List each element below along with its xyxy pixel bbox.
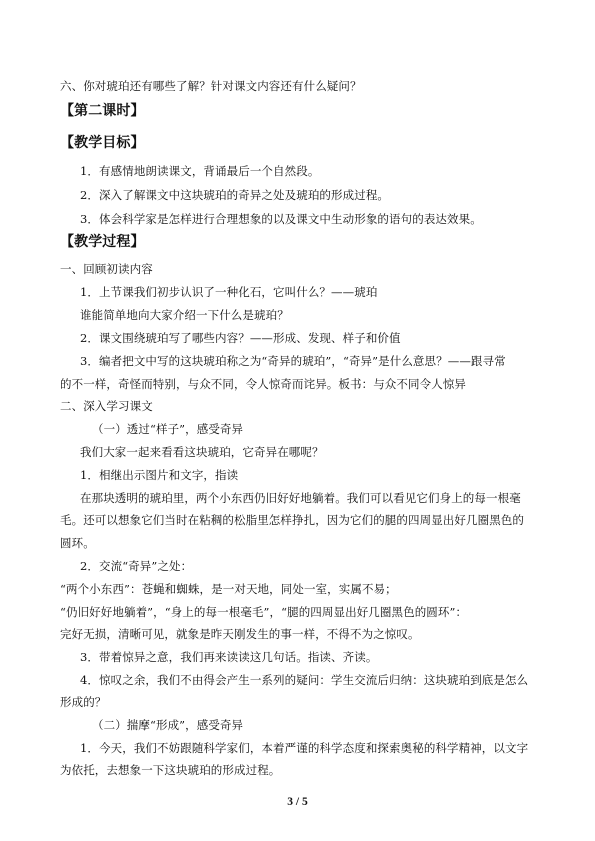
subsection-two-title: （二）揣摩“形成”，感受奇异: [92, 718, 244, 732]
goal-3: 3．体会科学家是怎样进行合理想象的以及课文中生动形象的语句的表达效果。: [80, 212, 482, 226]
section-one-title: 一、回顾初读内容: [60, 262, 153, 276]
heading-second-lesson: 【第二课时】: [60, 103, 145, 119]
quote-line: 圆环。: [60, 536, 95, 550]
goal-2: 2．深入了解课文中这块琥珀的奇异之处及琥珀的形成过程。: [80, 188, 390, 202]
paragraph-line: 4．惊叹之余，我们不由得会产生一系列的疑问：学生交流后归纳：这块琥珀到底是怎么: [80, 673, 529, 687]
paragraph-line: 谁能简单地向大家介绍一下什么是琥珀？: [80, 308, 289, 322]
paragraph-line: 为依托，去想象一下这块琥珀的形成过程。: [60, 763, 281, 777]
paragraph-line: 形成的？: [60, 695, 107, 709]
heading-teaching-process: 【教学过程】: [60, 234, 145, 250]
subsection-one-title: （一）透过“样子”，感受奇异: [92, 422, 244, 436]
paragraph-line: 完好无损，清晰可见，就象是昨天刚发生的事一样，不得不为之惊叹。: [60, 627, 420, 641]
quote-line: 毛。还可以想象它们当时在粘稠的松脂里怎样挣扎，因为它们的腿的四周显出好几圈黑色的: [60, 513, 524, 527]
paragraph-line: 1．相继出示图片和文字，指读: [80, 468, 239, 482]
paragraph-line: 1．今天，我们不妨跟随科学家们，本着严谨的科学态度和探索奥秘的科学精神，以文字: [80, 741, 529, 755]
paragraph-line: 2．课文围绕琥珀写了哪些内容？——形成、发现、样子和价值: [80, 331, 401, 345]
question-six: 六、你对琥珀还有哪些了解？针对课文内容还有什么疑问？: [60, 79, 362, 93]
paragraph-line: 1．上节课我们初步认识了一种化石，它叫什么？——琥珀: [80, 285, 378, 299]
paragraph-line: 3．带着惊异之意，我们再来读读这几句话。指读、齐读。: [80, 650, 378, 664]
heading-teaching-goals: 【教学目标】: [60, 135, 145, 151]
page-number: 3 / 5: [287, 796, 308, 808]
paragraph-line: 2．交流“奇异”之处：: [80, 559, 193, 573]
paragraph-line: 的不一样，奇怪而特别，与众不同，令人惊奇而诧异。板书：与众不同令人惊异: [60, 377, 466, 391]
quote-line: 在那块透明的琥珀里，两个小东西仍旧好好地躺着。我们可以看见它们身上的每一根毫: [80, 491, 521, 505]
paragraph-line: 我们大家一起来看看这块琥珀，它奇异在哪呢？: [80, 445, 324, 459]
paragraph-line: “仍旧好好地躺着”，“身上的每一根毫毛”，“腿的四周显出好几圈黑色的圆环”：: [60, 605, 468, 619]
paragraph-line: 3．编者把文中写的这块琥珀称之为“奇异的琥珀”，“奇异”是什么意思？——跟寻常: [80, 354, 506, 368]
section-two-title: 二、深入学习课文: [60, 399, 153, 413]
paragraph-line: “两个小东西”：苍蝇和蜘蛛，是一对天地，同处一室，实属不易；: [60, 582, 397, 596]
goal-1: 1．有感情地朗读课文，背诵最后一个自然段。: [80, 164, 320, 178]
